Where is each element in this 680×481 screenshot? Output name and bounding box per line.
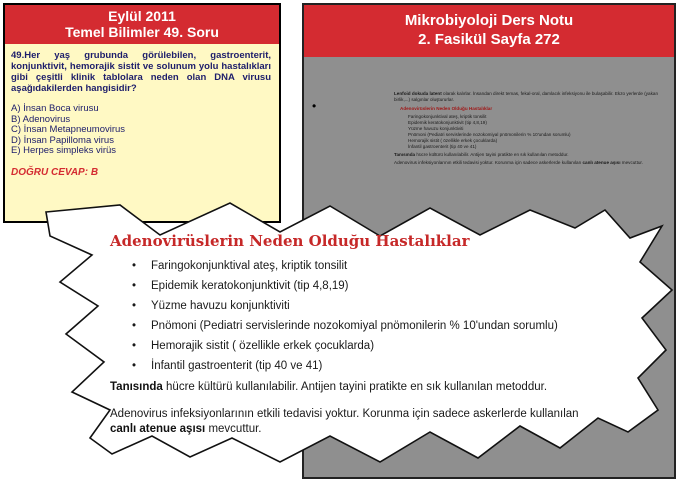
correct-answer: DOĞRU CEVAP: B [11,166,99,178]
option-d: D) İnsan Papilloma virus [11,134,114,146]
treatment-text: Adenovirus infeksiyonlarının etkili tedavisi yoktur. Korunma için sadece askerlerde kullanılan [110,408,579,420]
note-mini-diagnosis-bold: Tanısında [394,152,416,157]
note-mini-item: Hemorajik sistit ( özellikle erkek çocuklarda) [408,138,498,143]
note-mini-diagnosis-rest: hücre kültürü kullanılabilir. Antijen tayini pratikte en sık kullanılan metoddur. [415,152,569,157]
diagnosis-text: hücre kültürü kullanılabilir. Antijen tayini pratikte en sık kullanılan metoddur. [162,381,548,393]
treatment-paragraph [110,407,615,437]
vaccine-bold: canlı atenue aşısı [110,423,206,435]
list-item: • Epidemik keratokonjunktivit (tip 4,8,19) [110,276,615,296]
exam-date: Eylül 2011 [108,8,176,24]
note-mini-item: Yüzme havuzu konjunktiviti [408,126,464,131]
note-bullet: • [312,99,317,113]
note-mini-item: Pnömoni (Pediatri servislerinde nozokomiyal pnömonilerin % 10'undan sorumlu) [408,132,571,137]
note-intro-rest: olarak kalırlar. İnsandan direkt temas, fekal-oral, damlacık infeksiyonu ile bulaşabilir. Ekzo yerlerde (yakan birlik,...) salgınlar oluştururlar. [394,91,658,102]
option-a: A) İnsan Boca virusu [11,103,99,114]
list-item: • Yüzme havuzu konjunktiviti [110,296,615,316]
note-mini-title: Adenovirüslerin Neden Olduğu Hastalıklar [400,106,493,111]
note-title: Mikrobiyoloji Ders Notu [404,12,574,29]
option-c: C) İnsan Metapneumovirus [11,124,126,135]
list-item: • Hemorajik sistit ( özellikle erkek çocuklarda) [110,336,615,356]
list-item: • Faringokonjunktival ateş, kriptik tonsilit [110,256,615,276]
note-mini-item: İnfantil gastroenterit (tip 40 ve 41) [408,144,477,149]
note-mini-treatment-rest: mevcuttur. [620,160,643,165]
option-e: E) Herpes simpleks virüs [11,145,117,156]
note-mini-item: Faringokonjunktival ateş, kriptik tonsilit [408,114,487,119]
question-number: Temel Bilimler 49. Soru [65,24,219,40]
note-mini-treatment-text: Adenovirus infeksiyonlarının etkili tedavisi yoktur. Korunma için sadece askerlerde kullanılan [394,160,582,165]
note-intro-bold: Lenfoid dokuda latent [394,91,442,96]
list-item: • İnfantil gastroenterit (tip 40 ve 41) [110,356,615,376]
zoom-callout [110,232,615,442]
treatment-rest: mevcuttur. [205,423,262,435]
diagnosis-paragraph [110,380,615,395]
note-mini-vaccine-bold: canlı atenue aşısı [582,160,621,165]
note-page-reference: 2. Fasikül Sayfa 272 [418,31,560,48]
diagnosis-bold: Tanısında [110,381,163,393]
zoom-title: Adenovirüslerin Neden Olduğu Hastalıklar [110,232,470,250]
question-text: 49.Her yaş grubunda görülebilen, gastroenterit, konjunktivit, hemorajik sistit ve solunum yolu hastalıkları gibi çeşitli klinik tablolara neden olan DNA virusu aşağıdakilerden hangisidir? [11,50,271,94]
note-mini-item: Epidemik keratokonjunktivit (tip 4,8,19) [408,120,487,125]
option-b: B) Adenovirus [11,113,71,125]
list-item: • Pnömoni (Pediatri servislerinde nozokomiyal pnömonilerin % 10'undan sorumlu) [110,316,615,336]
disease-list [110,256,615,376]
